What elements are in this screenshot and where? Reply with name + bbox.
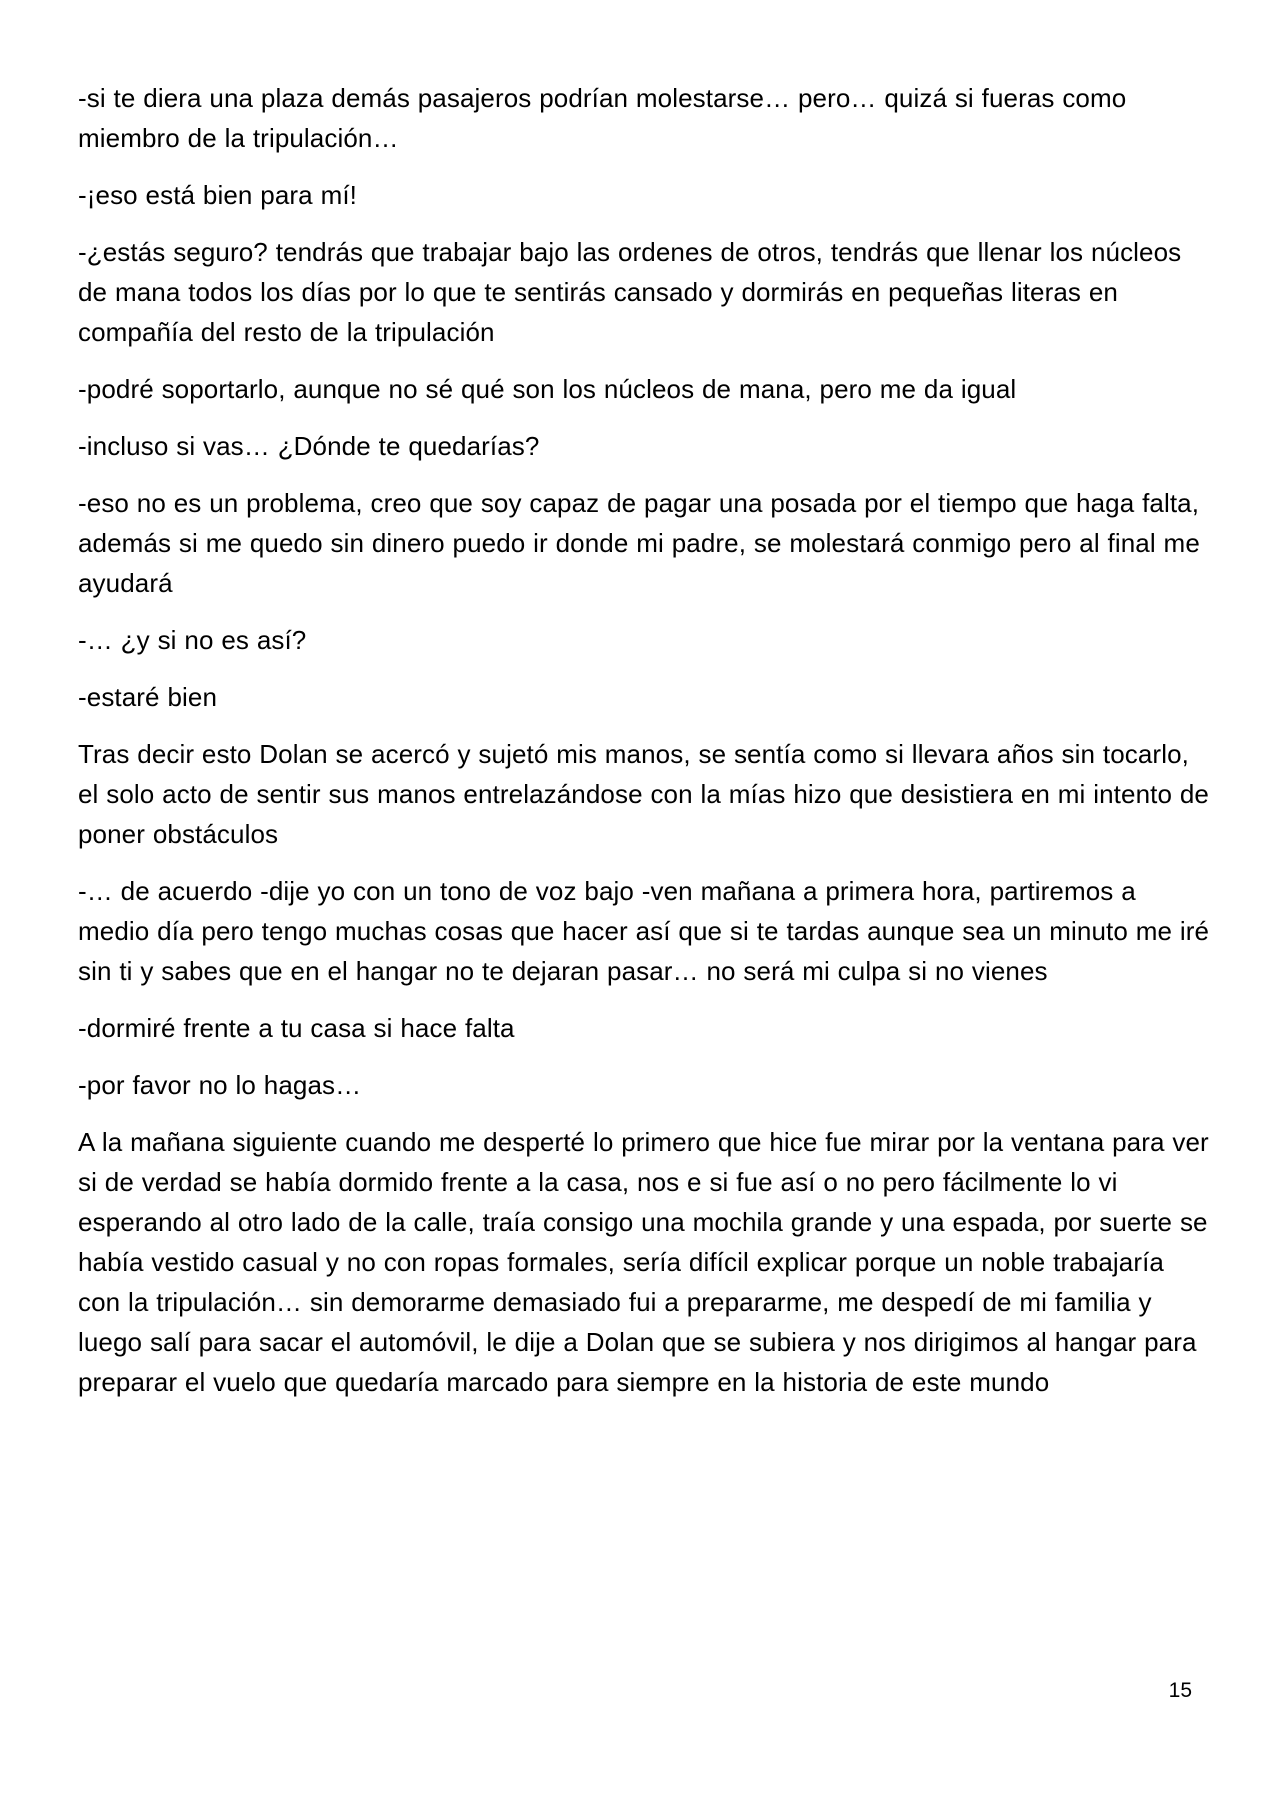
page-number: 15	[1168, 1679, 1192, 1702]
paragraph: -¿estás seguro? tendrás que trabajar bajo las ordenes de otros, tendrás que llenar los núcleos de mana todos los días por lo que te sentirás cansado y dormirás en pequeñas literas en compañía del resto de la tripulación	[78, 237, 1182, 347]
paragraph: -¡eso está bien para mí!	[78, 180, 357, 210]
document-body	[78, 78, 1212, 1402]
paragraph: -… ¿y si no es así?	[78, 625, 307, 655]
paragraph: -eso no es un problema, creo que soy capaz de pagar una posada por el tiempo que haga falta, además si me quedo sin dinero puedo ir donde mi padre, se molestará conmigo pero al final me ayudará	[78, 488, 1200, 598]
paragraph: -… de acuerdo -dije yo con un tono de voz bajo -ven mañana a primera hora, partiremos a medio día pero tengo muchas cosas que hacer así que si te tardas aunque sea un minuto me iré sin ti y sabes que en el hangar no te dejaran pasar… no será mi culpa si no vienes	[78, 876, 1210, 986]
paragraph: -incluso si vas… ¿Dónde te quedarías?	[78, 431, 540, 461]
paragraph: -podré soportarlo, aunque no sé qué son los núcleos de mana, pero me da igual	[78, 374, 1017, 404]
paragraph: Tras decir esto Dolan se acercó y sujetó mis manos, se sentía como si llevara años sin tocarlo, el solo acto de sentir sus manos entrelazándose con la mías hizo que desistiera en mi intento de poner obstáculos	[78, 739, 1209, 849]
paragraph: A la mañana siguiente cuando me desperté lo primero que hice fue mirar por la ventana para ver si de verdad se había dormido frente a la casa, nos e si fue así o no pero fácilmente lo vi esperando al otro lado de la calle, traía consigo una mochila grande y una espada, por suerte se había vestido casual y no con ropas formales, sería difícil explicar porque un noble trabajaría con la tripulación… sin demorarme demasiado fui a prepararme, me despedí de mi familia y luego salí para sacar el automóvil, le dije a Dolan que se subiera y nos dirigimos al hangar para preparar el vuelo que quedaría marcado para siempre en la historia de este mundo	[78, 1127, 1209, 1397]
paragraph: -si te diera una plaza demás pasajeros podrían molestarse… pero… quizá si fueras como miembro de la tripulación…	[78, 83, 1127, 153]
paragraph: -estaré bien	[78, 682, 217, 712]
paragraph: -dormiré frente a tu casa si hace falta	[78, 1013, 515, 1043]
paragraph: -por favor no lo hagas…	[78, 1070, 362, 1100]
